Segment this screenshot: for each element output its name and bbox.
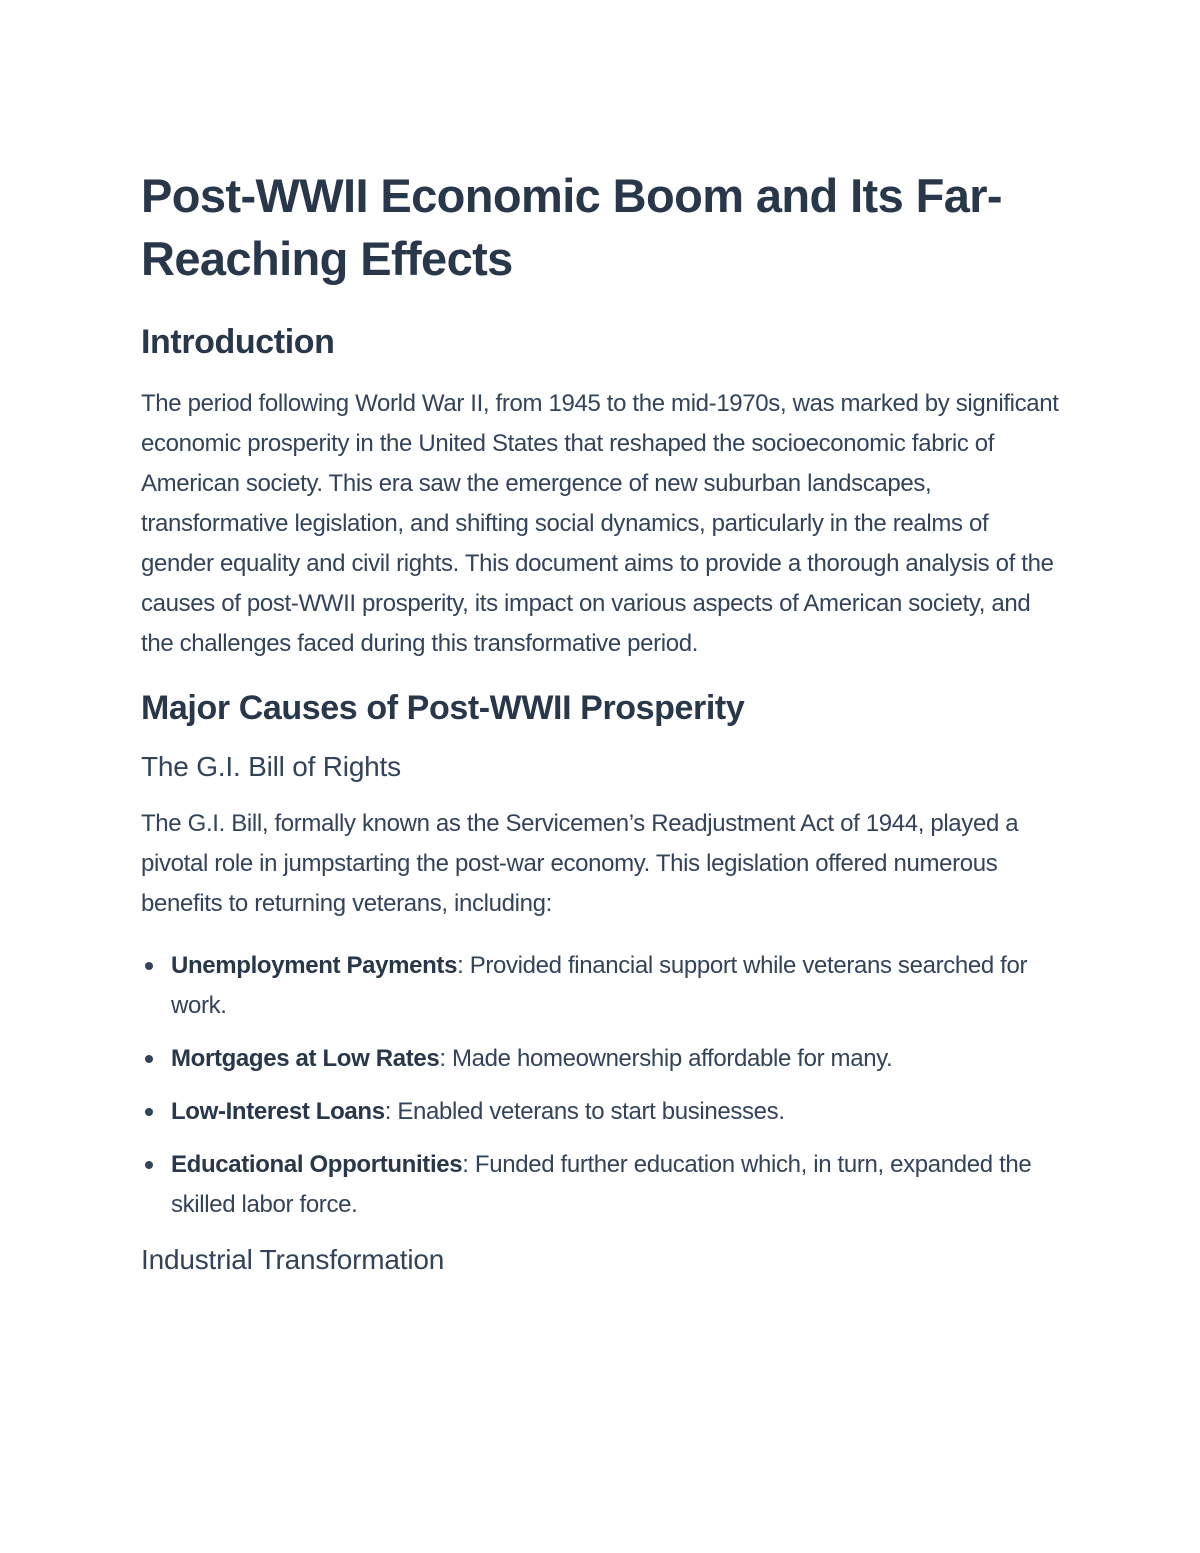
- section-heading-introduction: Introduction: [141, 323, 335, 361]
- list-item-text: : Made homeownership affordable for many.: [439, 1045, 893, 1072]
- introduction-paragraph: The period following World War II, from 1945 to the mid-1970s, was marked by significant economic prosperity in the United States that reshaped the socioeconomic fabric of American society. This era saw the emergence of new suburban landscapes, transformative legislation, and shifting social dynamics, particularly in the realms of gender equality and civil rights. This document aims to provide a thorough analysis of the causes of post-WWII prosperity, its impact on various aspects of American society, and the challenges faced during this transformative period.: [141, 390, 1059, 657]
- bullet-icon: [145, 1161, 153, 1169]
- list-item: [141, 1145, 1066, 1225]
- list-item-text: : Provided financial support while veterans searched for work.: [171, 952, 1028, 1019]
- gi-bill-benefits-list: [141, 946, 1066, 1225]
- list-item-term: Low-Interest Loans: [171, 1098, 385, 1125]
- list-item-term: Mortgages at Low Rates: [171, 1045, 440, 1072]
- section-heading-causes: Major Causes of Post-WWII Prosperity: [141, 689, 745, 727]
- document-page: [141, 164, 1066, 1297]
- list-item-term: Educational Opportunities: [171, 1151, 463, 1178]
- bullet-icon: [145, 1108, 153, 1116]
- list-item-text: : Funded further education which, in turn, expanded the skilled labor force.: [171, 1151, 1032, 1218]
- list-item: [141, 1092, 1066, 1132]
- list-item: [141, 946, 1066, 1026]
- subsection-heading-gi-bill: The G.I. Bill of Rights: [141, 751, 401, 782]
- document-title: Post-WWII Economic Boom and Its Far-Reaching Effects: [141, 169, 1002, 285]
- gi-bill-paragraph: The G.I. Bill, formally known as the Servicemen’s Readjustment Act of 1944, played a pivotal role in jumpstarting the post-war economy. This legislation offered numerous benefits to returning veterans, including:: [141, 810, 1019, 917]
- subsection-heading-industrial: Industrial Transformation: [141, 1244, 445, 1275]
- list-item-text: : Enabled veterans to start businesses.: [384, 1098, 785, 1125]
- list-item: [141, 1039, 1066, 1079]
- list-item-term: Unemployment Payments: [171, 952, 458, 979]
- bullet-icon: [145, 962, 153, 970]
- bullet-icon: [145, 1055, 153, 1063]
